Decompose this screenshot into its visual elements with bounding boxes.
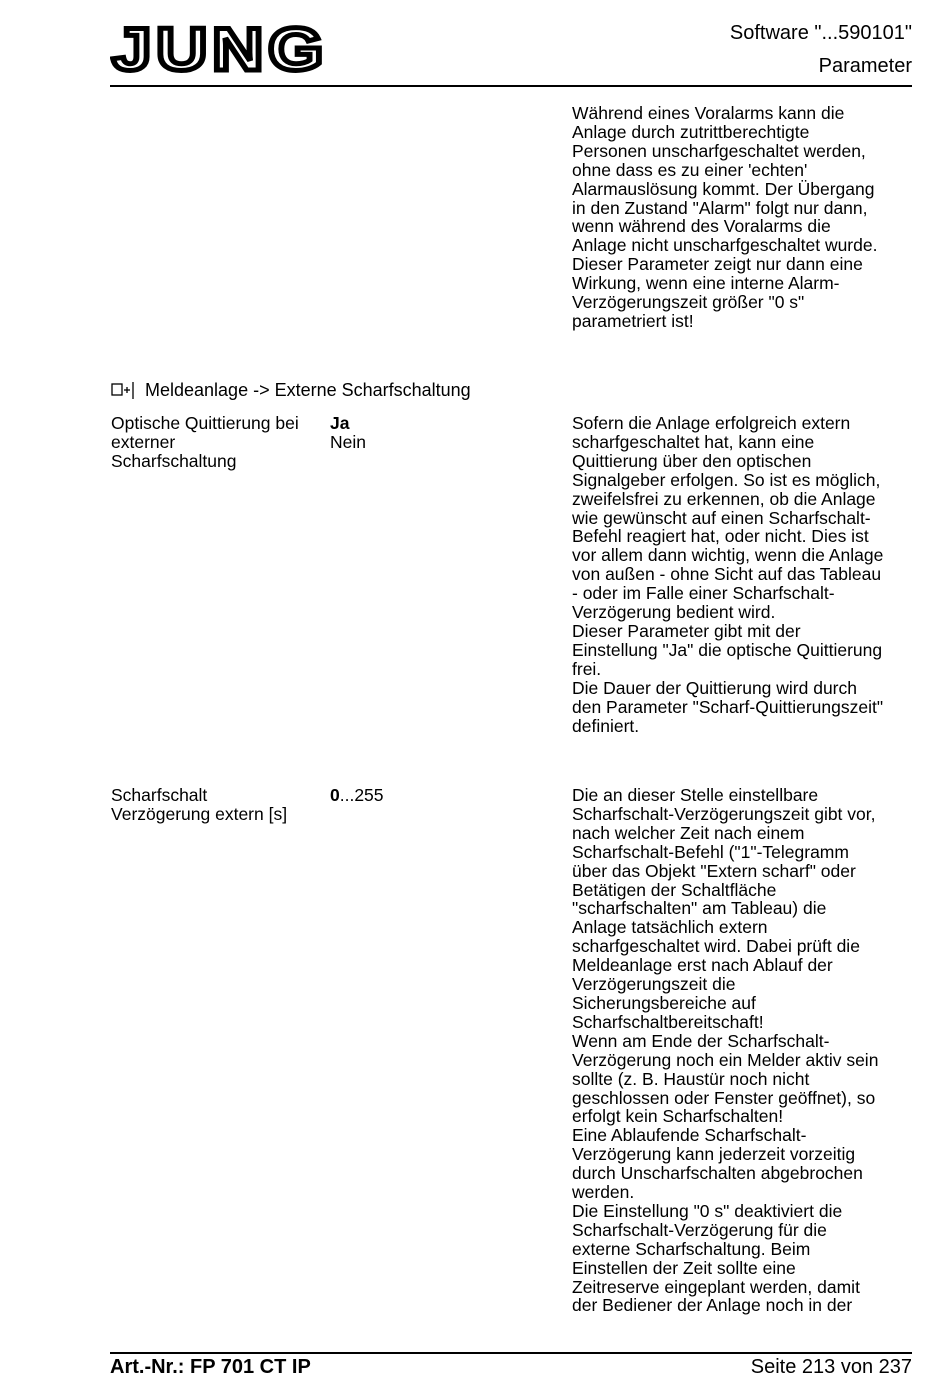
param-description-optical-ack: Sofern die Anlage erfolgreich extern scharfgeschaltet hat, kann eine Quittierung über den optischen Signalgeber erfolgen. So ist es möglich, zweifelsfrei zu erkennen, ob die Anlage wie gewünscht auf einen Scharfschalt- Befehl reagiert hat, oder nicht. Dies ist vor allem dann wichtig, wenn die Anlage von außen - ohne Sicht auf das Tableau - oder im Falle einer Scharfschalt- Verzögerung bedient wird. Dieser Parameter gibt mit der Einstellung "Ja" die optische Quittierung frei. Die Dauer der Quittierung wird durch den Parameter "Scharf-Quittierungszeit" definiert. [572,413,884,736]
param-description-arm-delay: Die an dieser Stelle einstellbare Scharfschalt-Verzögerungszeit gibt vor, nach welcher Zeit nach einem Scharfschalt-Befehl ("1"-Telegramm über das Objekt "Extern scharf" oder Betätigen der Schaltfläche "scharfschalten" am Tableau) die Anlage tatsächlich extern scharfgeschaltet wird. Dabei prüft die Meldeanlage erst nach Ablauf der Verzögerungszeit die Sicherungsbereiche auf Scharfschaltbereitschaft! Wenn am Ende der Scharfschalt- Verzögerung noch ein Melder aktiv sein sollte (z. B. Haustür noch nicht geschlossen oder Fenster geöffnet), so erfolgt kein Scharfschalten! Eine Ablaufende Scharfschalt- Verzögerung kann jederzeit vorzeitig durch Unscharfschalten abgebrochen werden. Die Einstellung "0 s" deaktiviert die Scharfschalt-Verzögerung für die externe Scharfschaltung. Beim Einstellen der Zeit sollte eine Zeitreserve eingeplant werden, damit der Bediener der Anlage noch in der [572,785,879,1316]
param-name-optical-ack: Optische Quittierung bei externer Scharfschaltung [111,413,299,471]
parameter-page-icon [111,380,141,400]
svg-text:JUNG: JUNG [112,22,328,76]
intro-description: Während eines Voralarms kann die Anlage durch zutrittberechtigte Personen unscharfgeschaltet werden, ohne dass es zu einer 'echten' Alarmauslösung kommt. Der Übergang in den Zustand "Alarm" folgt nur dann, wenn während des Voralarms die Anlage nicht unscharfgeschaltet wurde. Dieser Parameter zeigt nur dann eine Wirkung, wenn eine interne Alarm- Verzögerungszeit größer "0 s" parametriert ist! [572,103,878,331]
footer-rule [110,1352,912,1354]
software-version: Software "...590101" [729,22,912,44]
section-title: Meldeanlage -> Externe Scharfschaltung [145,379,471,400]
param-range-arm-delay [330,786,450,805]
jung-logo [110,22,330,76]
param-values-optical-ack [330,414,450,452]
header-section: Parameter [818,55,912,77]
param-name-arm-delay: Scharfschalt Verzögerung extern [s] [111,785,288,824]
header-rule [110,85,912,87]
section-heading [111,380,471,400]
param-range-default: 0 [330,785,340,805]
param-value-option: Nein [330,431,366,452]
param-range-rest: ...255 [339,785,384,805]
page-number: Seite 213 von 237 [750,1356,912,1378]
param-value-default: Ja [330,413,350,433]
article-number: Art.-Nr.: FP 701 CT IP [110,1356,311,1378]
